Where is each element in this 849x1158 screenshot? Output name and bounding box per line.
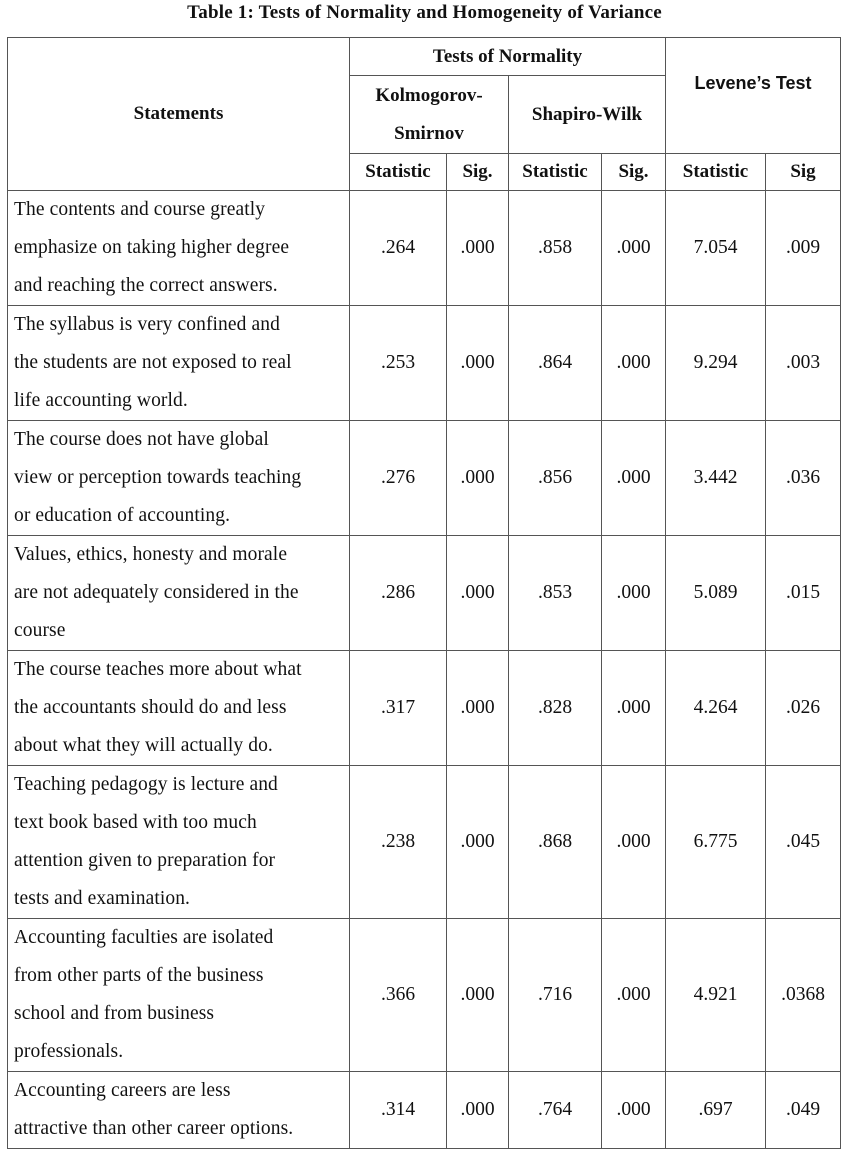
ks-stat-cell: .314 [350, 1072, 447, 1149]
lev-sig-cell: .015 [766, 536, 841, 651]
sw-stat-cell: .858 [509, 191, 602, 306]
statement-line: Values, ethics, honesty and morale [14, 544, 288, 565]
lev-sig-cell: .003 [766, 306, 841, 421]
header-statements: Statements [8, 38, 350, 191]
table-row [8, 191, 841, 306]
statement-line: the students are not exposed to real [14, 352, 292, 373]
header-shapiro-wilk: Shapiro-Wilk [509, 76, 666, 154]
sw-sig-cell: .000 [602, 536, 666, 651]
statement-cell [8, 191, 350, 306]
lev-stat-cell: 5.089 [666, 536, 766, 651]
statement-cell [8, 421, 350, 536]
ks-sig-cell: .000 [447, 421, 509, 536]
statement-line: Accounting faculties are isolated [14, 927, 274, 948]
statement-cell [8, 651, 350, 766]
header-sw-sig: Sig. [602, 154, 666, 191]
header-ks-sig: Sig. [447, 154, 509, 191]
statement-line: attention given to preparation for [14, 850, 276, 871]
statement-line: emphasize on taking higher degree [14, 237, 290, 258]
statement-cell [8, 766, 350, 919]
statement-line: life accounting world. [14, 390, 188, 411]
ks-stat-cell: .286 [350, 536, 447, 651]
header-levene-sig: Sig [766, 154, 841, 191]
ks-stat-cell: .253 [350, 306, 447, 421]
sw-stat-cell: .716 [509, 919, 602, 1072]
ks-sig-cell: .000 [447, 919, 509, 1072]
statement-line: the accountants should do and less [14, 697, 287, 718]
statement-line: The course does not have global [14, 429, 269, 450]
lev-sig-cell: .009 [766, 191, 841, 306]
sw-stat-cell: .764 [509, 1072, 602, 1149]
ks-sig-cell: .000 [447, 766, 509, 919]
ks-sig-cell: .000 [447, 1072, 509, 1149]
ks-stat-cell: .264 [350, 191, 447, 306]
lev-stat-cell: .697 [666, 1072, 766, 1149]
statement-line: tests and examination. [14, 888, 191, 909]
sw-stat-cell: .828 [509, 651, 602, 766]
statement-line: The course teaches more about what [14, 659, 302, 680]
table-row [8, 536, 841, 651]
statement-line: text book based with too much [14, 812, 257, 833]
header-ks-line2: Smirnov [394, 122, 464, 144]
table-row [8, 306, 841, 421]
statement-line: and reaching the correct answers. [14, 275, 278, 296]
table-row [8, 651, 841, 766]
statement-line: Accounting careers are less [14, 1080, 231, 1101]
table-row [8, 421, 841, 536]
statement-line: The contents and course greatly [14, 199, 266, 220]
ks-sig-cell: .000 [447, 536, 509, 651]
statement-line: attractive than other career options. [14, 1118, 294, 1139]
sw-sig-cell: .000 [602, 919, 666, 1072]
table-row [8, 766, 841, 919]
statement-line: view or perception towards teaching [14, 467, 302, 488]
sw-stat-cell: .856 [509, 421, 602, 536]
normality-table [7, 37, 841, 1149]
statement-line: The syllabus is very confined and [14, 314, 280, 335]
statement-cell [8, 919, 350, 1072]
statement-cell [8, 1072, 350, 1149]
statement-cell [8, 536, 350, 651]
header-levenes-test: Levene’s Test [666, 38, 841, 154]
statement-line: professionals. [14, 1041, 124, 1062]
lev-stat-cell: 9.294 [666, 306, 766, 421]
table-row [8, 1072, 841, 1149]
header-levene-statistic: Statistic [666, 154, 766, 191]
lev-stat-cell: 4.264 [666, 651, 766, 766]
header-ks-statistic: Statistic [350, 154, 447, 191]
statement-line: Teaching pedagogy is lecture and [14, 774, 278, 795]
ks-stat-cell: .317 [350, 651, 447, 766]
statement-cell [8, 306, 350, 421]
ks-sig-cell: .000 [447, 306, 509, 421]
header-sw-statistic: Statistic [509, 154, 602, 191]
statement-line: about what they will actually do. [14, 735, 273, 756]
ks-stat-cell: .366 [350, 919, 447, 1072]
sw-sig-cell: .000 [602, 1072, 666, 1149]
ks-stat-cell: .276 [350, 421, 447, 536]
ks-sig-cell: .000 [447, 651, 509, 766]
sw-sig-cell: .000 [602, 766, 666, 919]
table-body [8, 191, 841, 1149]
statement-line: course [14, 620, 66, 641]
lev-sig-cell: .049 [766, 1072, 841, 1149]
lev-stat-cell: 4.921 [666, 919, 766, 1072]
ks-stat-cell: .238 [350, 766, 447, 919]
lev-sig-cell: .026 [766, 651, 841, 766]
sw-sig-cell: .000 [602, 306, 666, 421]
lev-stat-cell: 3.442 [666, 421, 766, 536]
sw-sig-cell: .000 [602, 191, 666, 306]
header-ks-line1: Kolmogorov- [375, 84, 483, 106]
header-tests-of-normality: Tests of Normality [350, 38, 666, 76]
sw-sig-cell: .000 [602, 651, 666, 766]
header-kolmogorov-smirnov [350, 76, 509, 154]
statement-line: school and from business [14, 1003, 215, 1024]
lev-sig-cell: .045 [766, 766, 841, 919]
statement-line: are not adequately considered in the [14, 582, 299, 603]
ks-sig-cell: .000 [447, 191, 509, 306]
lev-sig-cell: .0368 [766, 919, 841, 1072]
lev-sig-cell: .036 [766, 421, 841, 536]
statement-line: from other parts of the business [14, 965, 264, 986]
sw-sig-cell: .000 [602, 421, 666, 536]
sw-stat-cell: .853 [509, 536, 602, 651]
sw-stat-cell: .864 [509, 306, 602, 421]
table-title: Table 1: Tests of Normality and Homogeneity of Variance [187, 2, 662, 23]
lev-stat-cell: 6.775 [666, 766, 766, 919]
sw-stat-cell: .868 [509, 766, 602, 919]
lev-stat-cell: 7.054 [666, 191, 766, 306]
statement-line: or education of accounting. [14, 505, 231, 526]
table-row [8, 919, 841, 1072]
